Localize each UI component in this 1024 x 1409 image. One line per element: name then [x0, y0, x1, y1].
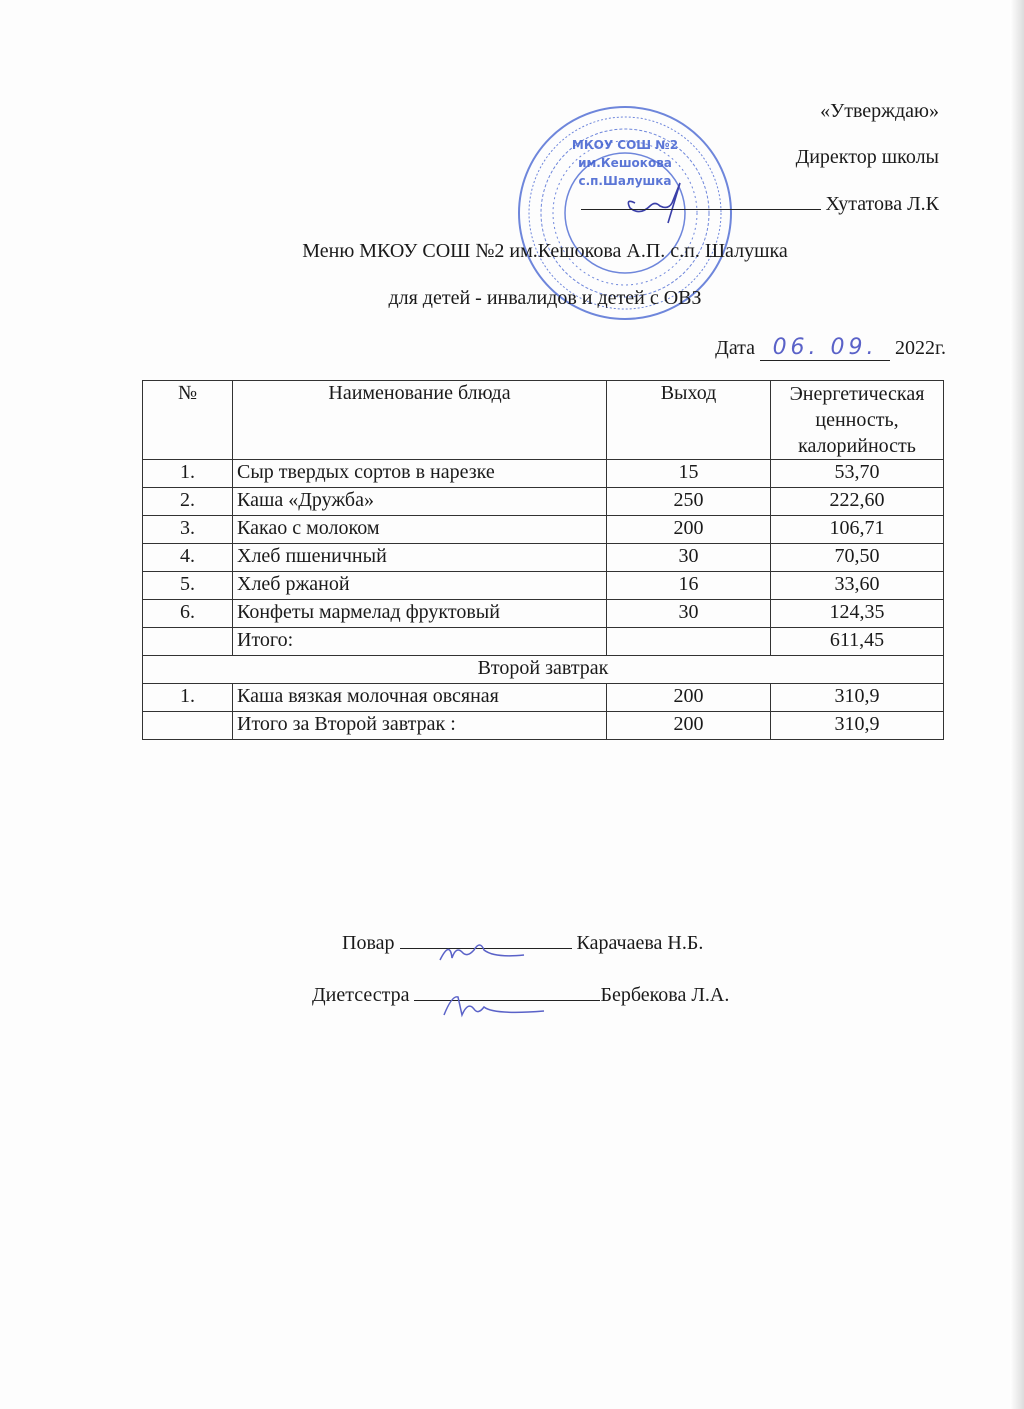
- cell-yield: 250: [607, 488, 771, 516]
- total-yield: [607, 628, 771, 656]
- date-handwritten: 06. 09.: [760, 335, 890, 361]
- date-year: 2022г.: [895, 337, 946, 359]
- stamp-line-2: им.Кешокова: [578, 156, 672, 170]
- signature-line: [581, 209, 821, 210]
- cell-num: 6.: [143, 600, 233, 628]
- date-label: Дата: [715, 337, 756, 359]
- total2-num: [143, 712, 233, 740]
- cell-yield: 200: [607, 516, 771, 544]
- table-row: [143, 488, 944, 516]
- table-row: [143, 572, 944, 600]
- cook-name: Карачаева Н.Б.: [576, 932, 704, 954]
- header-yield: Выход: [607, 381, 771, 460]
- cell-num: 2.: [143, 488, 233, 516]
- dietitian-signature: [439, 990, 549, 1020]
- approval-position: Директор школы: [795, 146, 939, 168]
- total2-label: Итого за Второй завтрак :: [233, 712, 607, 740]
- director-name: Хутатова Л.К: [825, 193, 939, 215]
- cell-num: 1.: [143, 684, 233, 712]
- table-row: [143, 516, 944, 544]
- table-row: [143, 544, 944, 572]
- cell-name: Хлеб пшеничный: [233, 544, 607, 572]
- section-row: [143, 656, 944, 684]
- total-label: Итого:: [233, 628, 607, 656]
- dietitian-signature-row: [312, 984, 729, 1007]
- cell-yield: 30: [607, 600, 771, 628]
- cell-yield: 200: [607, 684, 771, 712]
- table-header: [143, 381, 944, 460]
- date-row: [715, 335, 946, 361]
- cell-energy: 124,35: [771, 600, 944, 628]
- total2-yield: 200: [607, 712, 771, 740]
- table-row: [143, 684, 944, 712]
- total-energy: 611,45: [771, 628, 944, 656]
- scan-edge: [1010, 0, 1024, 1409]
- cell-energy: 106,71: [771, 516, 944, 544]
- cell-name: Хлеб ржаной: [233, 572, 607, 600]
- cell-num: 5.: [143, 572, 233, 600]
- stamp-line-3: с.п.Шалушка: [578, 174, 672, 188]
- cook-signature-line: [400, 948, 572, 949]
- cell-name: Каша «Дружба»: [233, 488, 607, 516]
- total2-row: [143, 712, 944, 740]
- menu-subheading: для детей - инвалидов и детей с ОВЗ: [388, 287, 702, 309]
- cell-name: Каша вязкая молочная овсяная: [233, 684, 607, 712]
- total2-energy: 310,9: [771, 712, 944, 740]
- table-row: [143, 600, 944, 628]
- stamp-line-1: МКОУ СОШ №2: [571, 138, 679, 152]
- cell-name: Конфеты мармелад фруктовый: [233, 600, 607, 628]
- total-row: [143, 628, 944, 656]
- cell-energy: 310,9: [771, 684, 944, 712]
- cell-name: Сыр твердых сортов в нарезке: [233, 460, 607, 488]
- menu-heading: Меню МКОУ СОШ №2 им.Кешокова А.П. с.п. Шалушка: [302, 240, 788, 262]
- approval-signature-line: [581, 193, 939, 216]
- table-row: [143, 460, 944, 488]
- cell-energy: 53,70: [771, 460, 944, 488]
- cell-num: 1.: [143, 460, 233, 488]
- header-num: №: [143, 381, 233, 460]
- section-title: Второй завтрак: [143, 656, 944, 684]
- approval-title: «Утверждаю»: [820, 100, 939, 122]
- dietitian-signature-line: [414, 1000, 600, 1001]
- header-energy: Энергетическая ценность, калорийность: [771, 381, 944, 460]
- cell-energy: 70,50: [771, 544, 944, 572]
- cook-signature: [435, 938, 535, 968]
- cell-num: 4.: [143, 544, 233, 572]
- cell-yield: 30: [607, 544, 771, 572]
- dietitian-name: Бербекова Л.А.: [600, 984, 730, 1006]
- cook-signature-row: [342, 932, 703, 955]
- dietitian-role: Диетсестра: [312, 984, 410, 1006]
- header-name: Наименование блюда: [233, 381, 607, 460]
- total-num: [143, 628, 233, 656]
- cook-role: Повар: [342, 932, 395, 954]
- cell-energy: 33,60: [771, 572, 944, 600]
- cell-name: Какао с молоком: [233, 516, 607, 544]
- cell-num: 3.: [143, 516, 233, 544]
- cell-yield: 16: [607, 572, 771, 600]
- menu-table: [142, 380, 944, 740]
- cell-yield: 15: [607, 460, 771, 488]
- cell-energy: 222,60: [771, 488, 944, 516]
